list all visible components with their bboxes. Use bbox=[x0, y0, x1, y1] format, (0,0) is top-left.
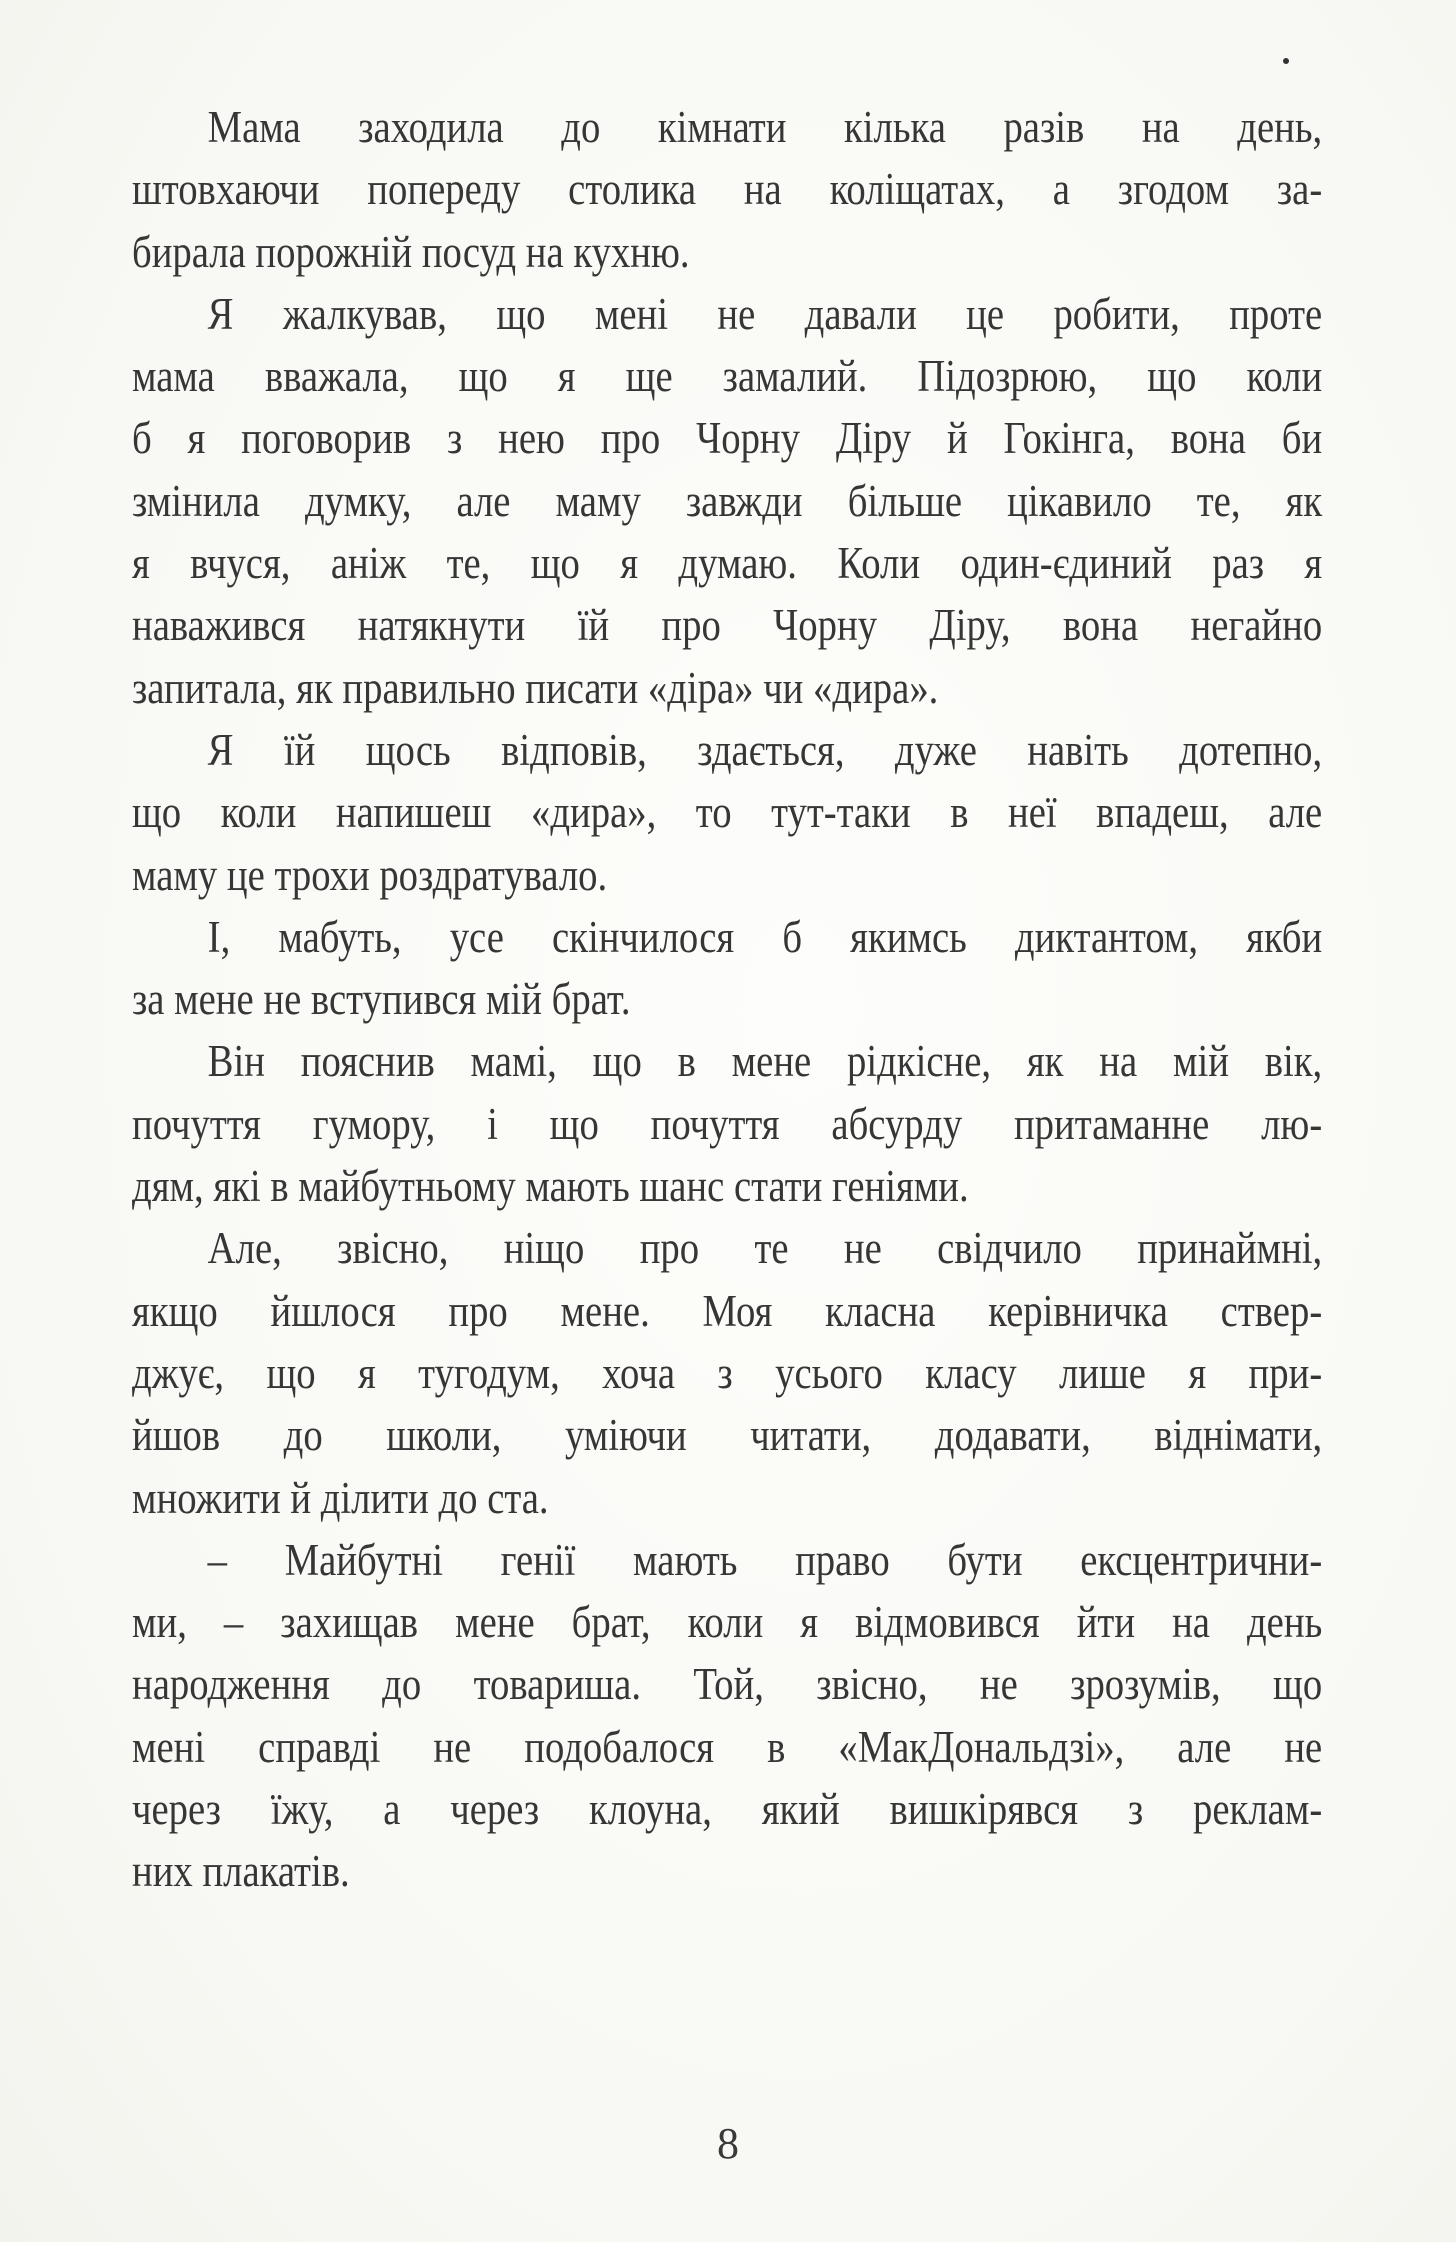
text-line: через їжу, а через клоуна, який вишкірявся з реклам- bbox=[132, 1784, 1323, 1835]
text-line: що коли напишеш «дира», то тут-таки в неї впадеш, але bbox=[132, 787, 1323, 838]
text-line: маму це трохи роздратувало. bbox=[132, 849, 608, 900]
text-line: Він пояснив мамі, що в мене рідкісне, як на мій вік, bbox=[207, 1036, 1323, 1087]
text-line: множити й ділити до ста. bbox=[132, 1472, 549, 1523]
text-line: почуття гумору, і що почуття абсурду притаманне лю- bbox=[132, 1098, 1323, 1149]
paragraph bbox=[132, 906, 1322, 1031]
paragraph bbox=[132, 96, 1322, 283]
text-line: Але, звісно, ніщо про те не свідчило принаймні, bbox=[207, 1223, 1323, 1274]
text-line: змінила думку, але маму завжди більше цікавило те, як bbox=[132, 475, 1323, 526]
text-line: народження до товариша. Той, звісно, не зрозумів, що bbox=[132, 1659, 1323, 1710]
text-line: І, мабуть, усе скінчилося б якимсь диктантом, якби bbox=[207, 911, 1323, 962]
text-line: мама вважала, що я ще замалий. Підозрюю, що коли bbox=[132, 351, 1323, 402]
text-line: – Майбутні генії мають право бути ексцентрични- bbox=[207, 1534, 1323, 1585]
print-speck bbox=[1283, 58, 1289, 64]
text-line: ми, – захищав мене брат, коли я відмовився йти на день bbox=[132, 1597, 1323, 1648]
paragraph bbox=[132, 1030, 1322, 1217]
page-body-text bbox=[132, 96, 1322, 1903]
text-line: Мама заходила до кімнати кілька разів на день, bbox=[207, 102, 1323, 152]
text-line: них плакатів. bbox=[132, 1846, 350, 1897]
text-line: запитала, як правильно писати «діра» чи «дира». bbox=[132, 662, 939, 713]
text-line: йшов до школи, уміючи читати, додавати, віднімати, bbox=[132, 1410, 1323, 1461]
text-line: якщо йшлося про мене. Моя класна керівничка ствер- bbox=[132, 1285, 1323, 1336]
page-number: 8 bbox=[717, 2119, 739, 2168]
text-line: мені справді не подобалося в «МакДональдзі», але не bbox=[132, 1721, 1323, 1772]
text-line: Я жалкував, що мені не давали це робити, проте bbox=[207, 288, 1323, 339]
paragraph bbox=[132, 1529, 1322, 1903]
text-line: я вчуся, аніж те, що я думаю. Коли один-єдиний раз я bbox=[132, 538, 1323, 589]
text-line: Я їй щось відповів, здається, дуже навіть дотепно, bbox=[207, 724, 1323, 775]
text-line: штовхаючи попереду столика на коліщатах, а згодом за- bbox=[132, 164, 1323, 215]
paragraph bbox=[132, 1217, 1322, 1528]
text-line: б я поговорив з нею про Чорну Діру й Гокінга, вона би bbox=[132, 413, 1323, 464]
text-line: за мене не вступився мій брат. bbox=[132, 974, 631, 1025]
text-line: наважився натякнути їй про Чорну Діру, вона негайно bbox=[132, 600, 1323, 651]
paragraph bbox=[132, 283, 1322, 719]
text-line: бирала порожній посуд на кухню. bbox=[132, 226, 690, 277]
paragraph bbox=[132, 719, 1322, 906]
text-line: джує, що я тугодум, хоча з усього класу лише я при- bbox=[132, 1347, 1323, 1398]
text-line: дям, які в майбутньому мають шанс стати геніями. bbox=[132, 1161, 969, 1212]
